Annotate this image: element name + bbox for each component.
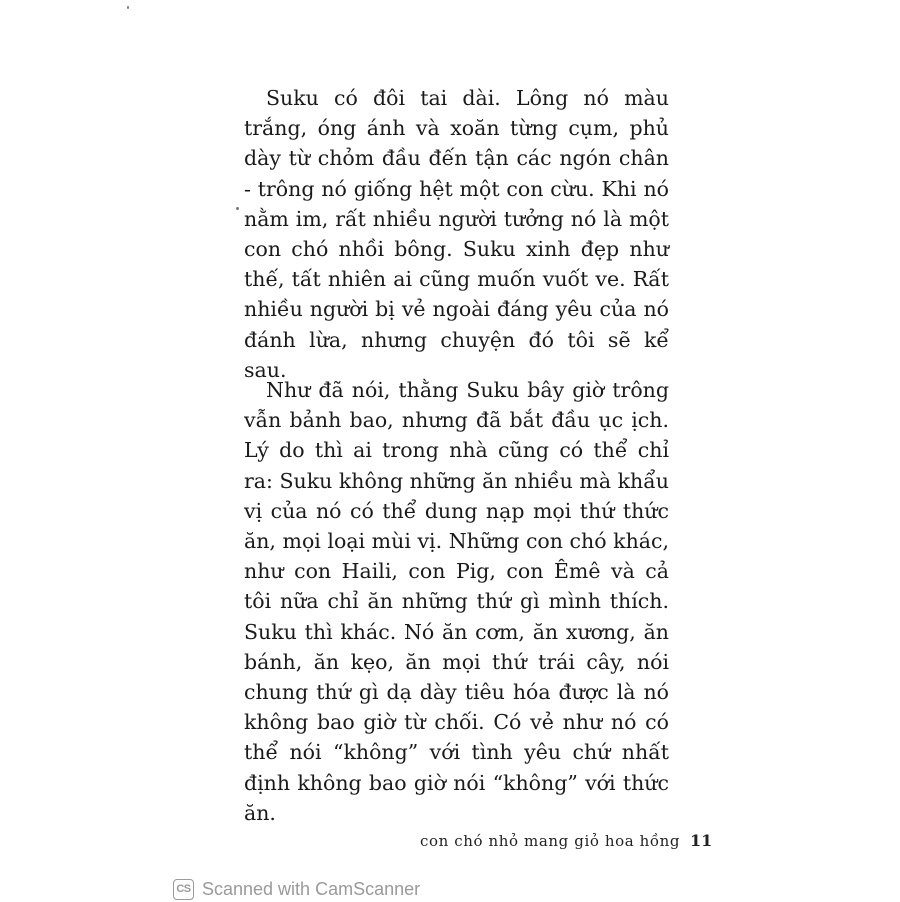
scan-speck xyxy=(127,6,129,9)
body-paragraph-1: Suku có đôi tai dài. Lông nó màu trắng, óng ánh và xoăn từng cụm, phủ dày từ chỏm đầu đến tận các ngón chân - trông nó giống hệt một con cừu. Khi nó nằm im, rất nhiều người tưởng nó là một con chó nhồi bông. Suku xinh đẹp như thế, tất nhiên ai cũng muốn vuốt ve. Rất nhiều người bị vẻ ngoài đáng yêu của nó đánh lừa, nhưng chuyện đó tôi sẽ kể sau. xyxy=(244,86,669,382)
camscanner-logo-icon: CS xyxy=(173,879,194,900)
watermark-text: Scanned with CamScanner xyxy=(202,878,421,899)
page-number: 11 xyxy=(690,831,713,850)
scan-speck xyxy=(236,207,239,210)
body-paragraph-2: Như đã nói, thằng Suku bây giờ trông vẫn bảnh bao, nhưng đã bắt đầu ục ịch. Lý do thì ai trong nhà cũng có thể chỉ ra: Suku không những ăn nhiều mà khẩu vị của nó có thể dung nạp mọi thứ thức ăn, mọi loại mùi vị. Những con chó khác, như con Haili, con Pig, con Êmê và cả tôi nữa chỉ ăn những thứ gì mình thích. Suku thì khác. Nó ăn cơm, ăn xương, ăn bánh, ăn kẹo, ăn mọi thứ trái cây, nói chung thứ gì dạ dày tiêu hóa được là nó không bao giờ từ chối. Có vẻ như nó có thể nói “không” với tình yêu chứ nhất định không bao giờ nói “không” với thức ăn. xyxy=(244,378,669,825)
running-footer-book-title: con chó nhỏ mang giỏ hoa hồng xyxy=(420,832,681,850)
camscanner-watermark xyxy=(173,876,420,902)
